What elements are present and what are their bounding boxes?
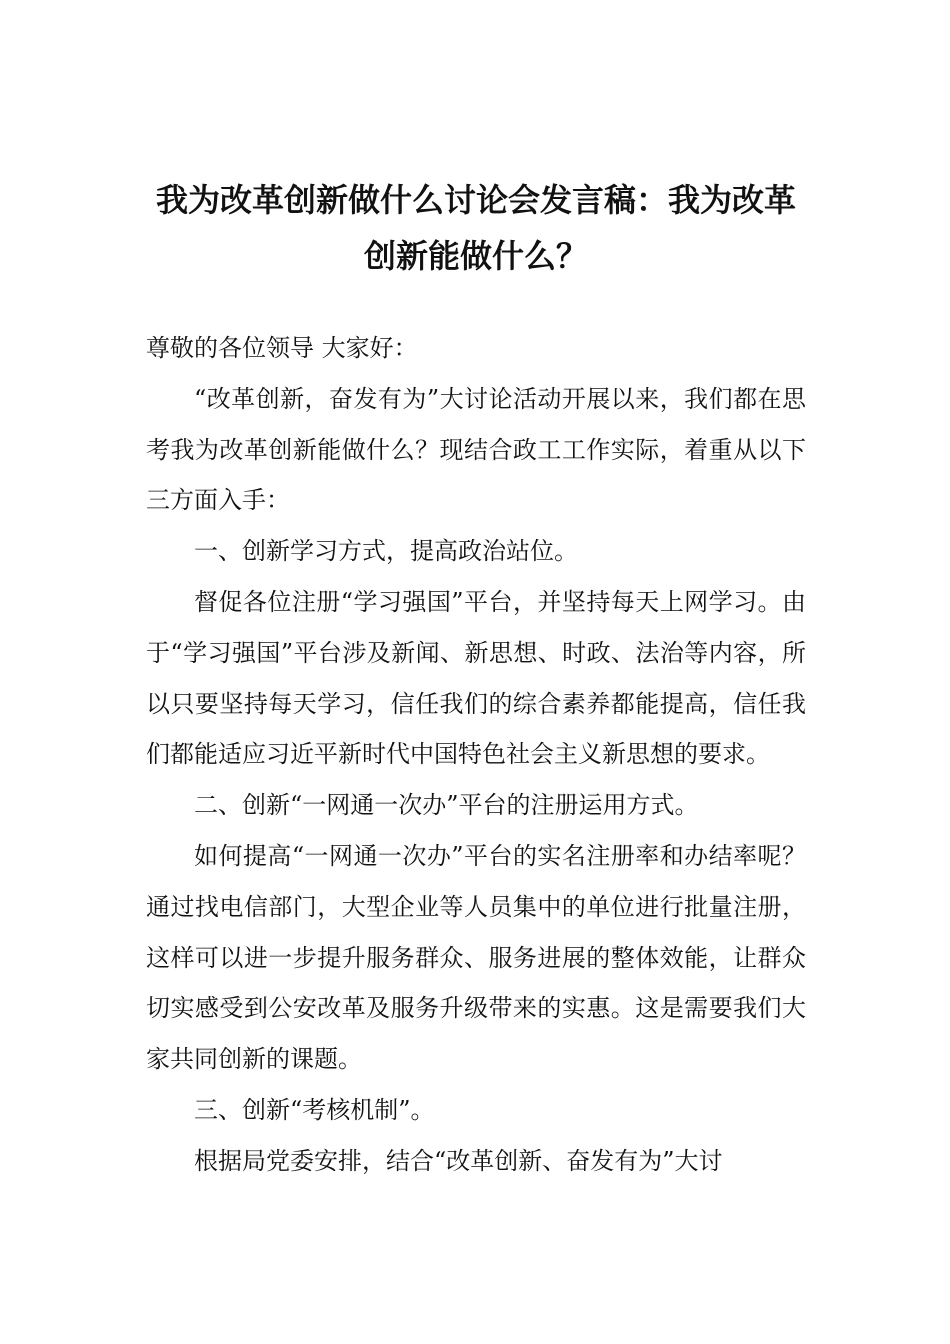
section-heading-1: 一、创新学习方式，提高政治站位。: [194, 537, 578, 566]
document-title: 我为改革创新做什么讨论会发言稿：我为改革创新能做什么？: [155, 181, 796, 275]
document-body: [146, 323, 806, 1187]
paragraph-section-3: 根据局党委安排，结合“改革创新、奋发有为”大讨: [194, 1146, 723, 1175]
paragraph-section-2: 如何提高“一网通一次办”平台的实名注册率和办结率呢？通过找电信部门，大型企业等人员集中的单位进行批量注册，这样可以进一步提升服务群众、服务进展的整体效能，让群众切实感受到公安改革及服务升级带来的实惠。这是需要我们大家共同创新的课题。: [146, 841, 806, 1074]
paragraph-section-1: 督促各位注册“学习强国”平台，并坚持每天上网学习。由于“学习强国”平台涉及新闻、新思想、时政、法治等内容，所以只要坚持每天学习，信任我们的综合素养都能提高，信任我们都能适应习近平新时代中国特色社会主义新思想的要求。: [146, 587, 806, 769]
section-heading-2: 二、创新“一网通一次办”平台的注册运用方式。: [194, 791, 699, 820]
paragraph-intro: “改革创新，奋发有为”大讨论活动开展以来，我们都在思考我为改革创新能做什么？现结合政工工作实际，着重从以下三方面入手：: [146, 384, 806, 515]
section-heading-3: 三、创新“考核机制”。: [194, 1095, 435, 1124]
salutation: 尊敬的各位领导 大家好：: [146, 334, 418, 362]
